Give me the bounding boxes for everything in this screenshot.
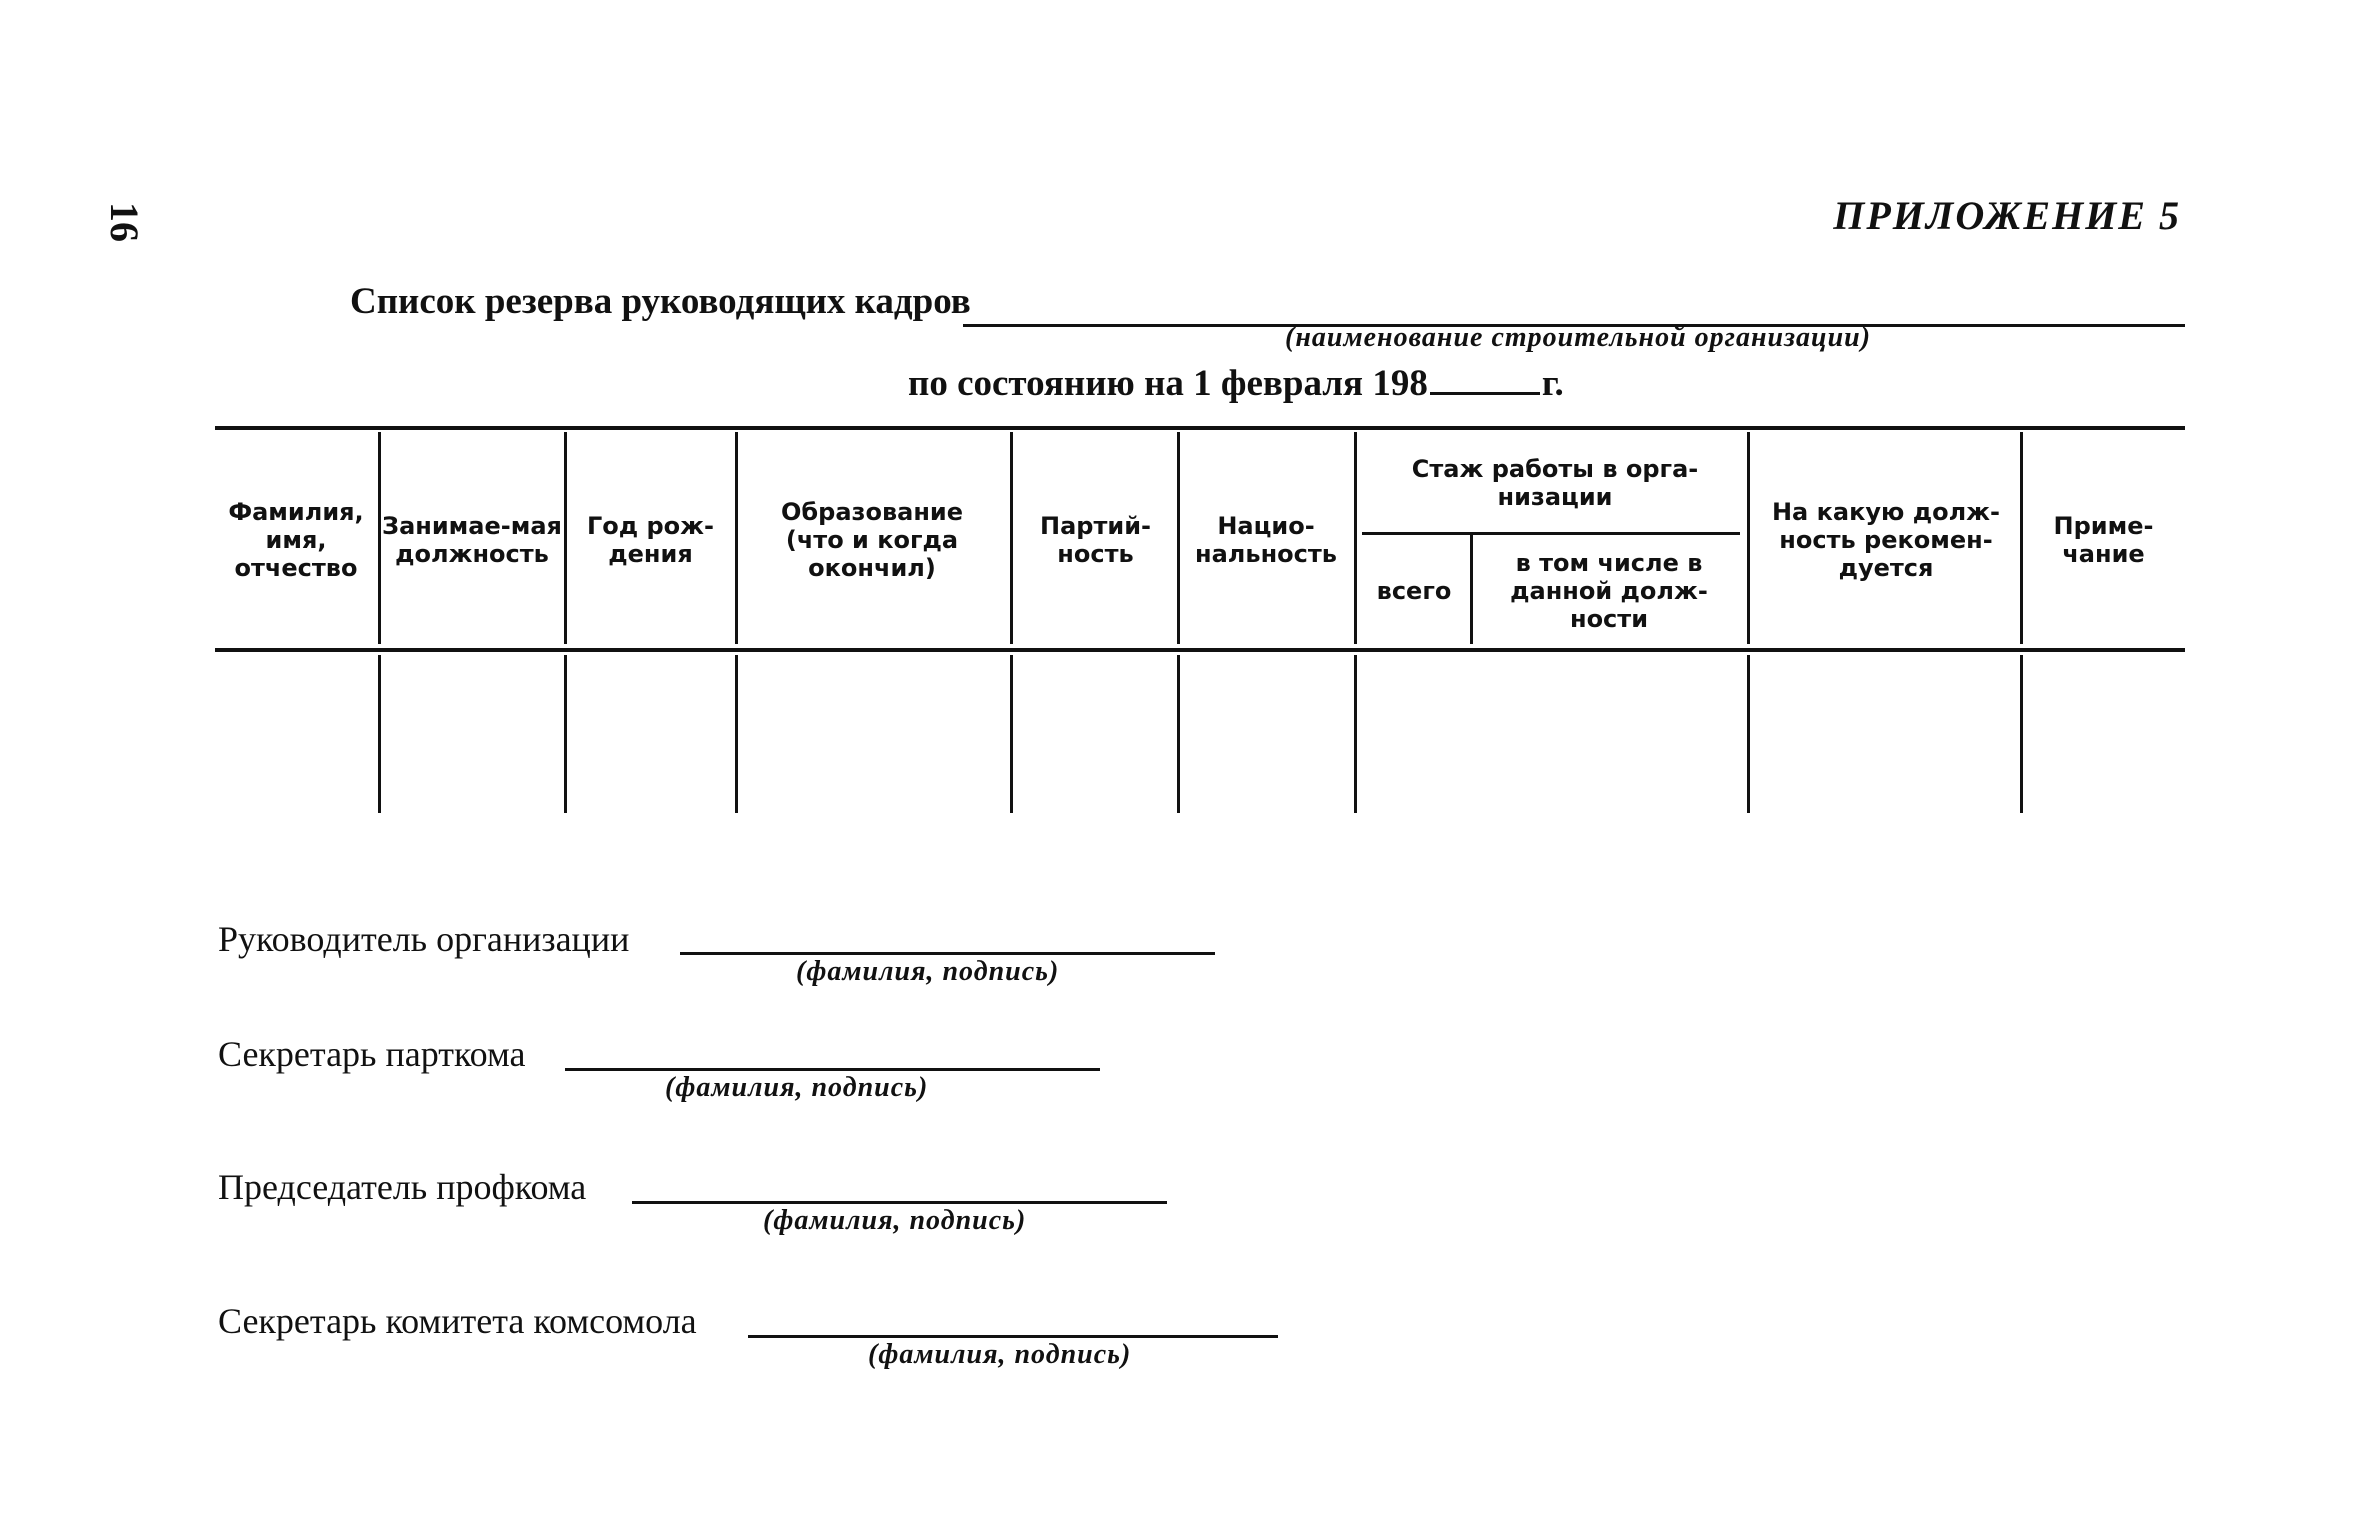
signature-head-label: Руководитель организации [218,919,630,959]
table-vline [1010,432,1013,644]
table-vline [1177,655,1180,813]
page-number: 16 [102,202,147,242]
col-header-education: Образование (что и когда окончил) [780,498,964,582]
table-vline [1177,432,1180,644]
table-vline [1747,655,1750,813]
signature-head-hint: (фамилия, подпись) [796,956,1060,987]
experience-subheader-rule [1362,532,1740,535]
signature-party-hint: (фамилия, подпись) [665,1072,929,1103]
col-header-experience-total: всего [1376,577,1452,605]
date-line [908,362,1564,405]
signature-party-label: Секретарь парткома [218,1034,526,1074]
table-vline [735,432,738,644]
table-vline [378,655,381,813]
table-vline [2020,432,2023,644]
table-vline [1747,432,1750,644]
table-vline [1354,655,1357,813]
table-vline [2020,655,2023,813]
table-vline [564,432,567,644]
document-title: Список резерва руководящих кадров [350,281,971,322]
appendix-heading: ПРИЛОЖЕНИЕ 5 [1833,193,2181,238]
date-suffix: г. [1541,363,1564,404]
signature-head-line[interactable] [680,952,1215,955]
table-header-rule [215,648,2185,652]
col-header-position: Занимае-мая должность [382,512,562,568]
signature-union-hint: (фамилия, подпись) [763,1205,1027,1236]
col-header-experience: Стаж работы в орга-низации [1411,455,1699,511]
signature-komsomol-line[interactable] [748,1335,1278,1338]
signature-party-line[interactable] [565,1068,1100,1071]
signature-union-line[interactable] [632,1201,1167,1204]
table-vline [1354,432,1357,644]
table-vline [564,655,567,813]
col-header-name: Фамилия, имя, отчество [228,498,364,582]
col-header-nationality: Нацио-нальность [1195,512,1337,568]
table-vline [378,432,381,644]
table-vline [1470,535,1473,644]
signature-union-label: Председатель профкома [218,1167,587,1207]
document-title-row [350,280,2185,330]
signature-komsomol-hint: (фамилия, подпись) [868,1339,1132,1370]
col-header-party: Партий-ность [1040,512,1151,568]
table-vline [735,655,738,813]
organization-hint: (наименование строительной организации) [1285,322,1872,353]
date-prefix: по состоянию на 1 февраля 198 [908,363,1428,404]
col-header-note: Приме-чание [2053,512,2154,568]
year-blank-line [1430,362,1540,395]
col-header-experience-in-position: в том числе в данной долж-ности [1510,549,1708,633]
col-header-recommended: На какую долж-ность рекомен-дуется [1771,498,2001,582]
table-top-rule [215,426,2185,430]
col-header-birth-year: Год рож-дения [586,512,715,568]
table-vline [1010,655,1013,813]
signature-komsomol-label: Секретарь комитета комсомола [218,1301,697,1341]
